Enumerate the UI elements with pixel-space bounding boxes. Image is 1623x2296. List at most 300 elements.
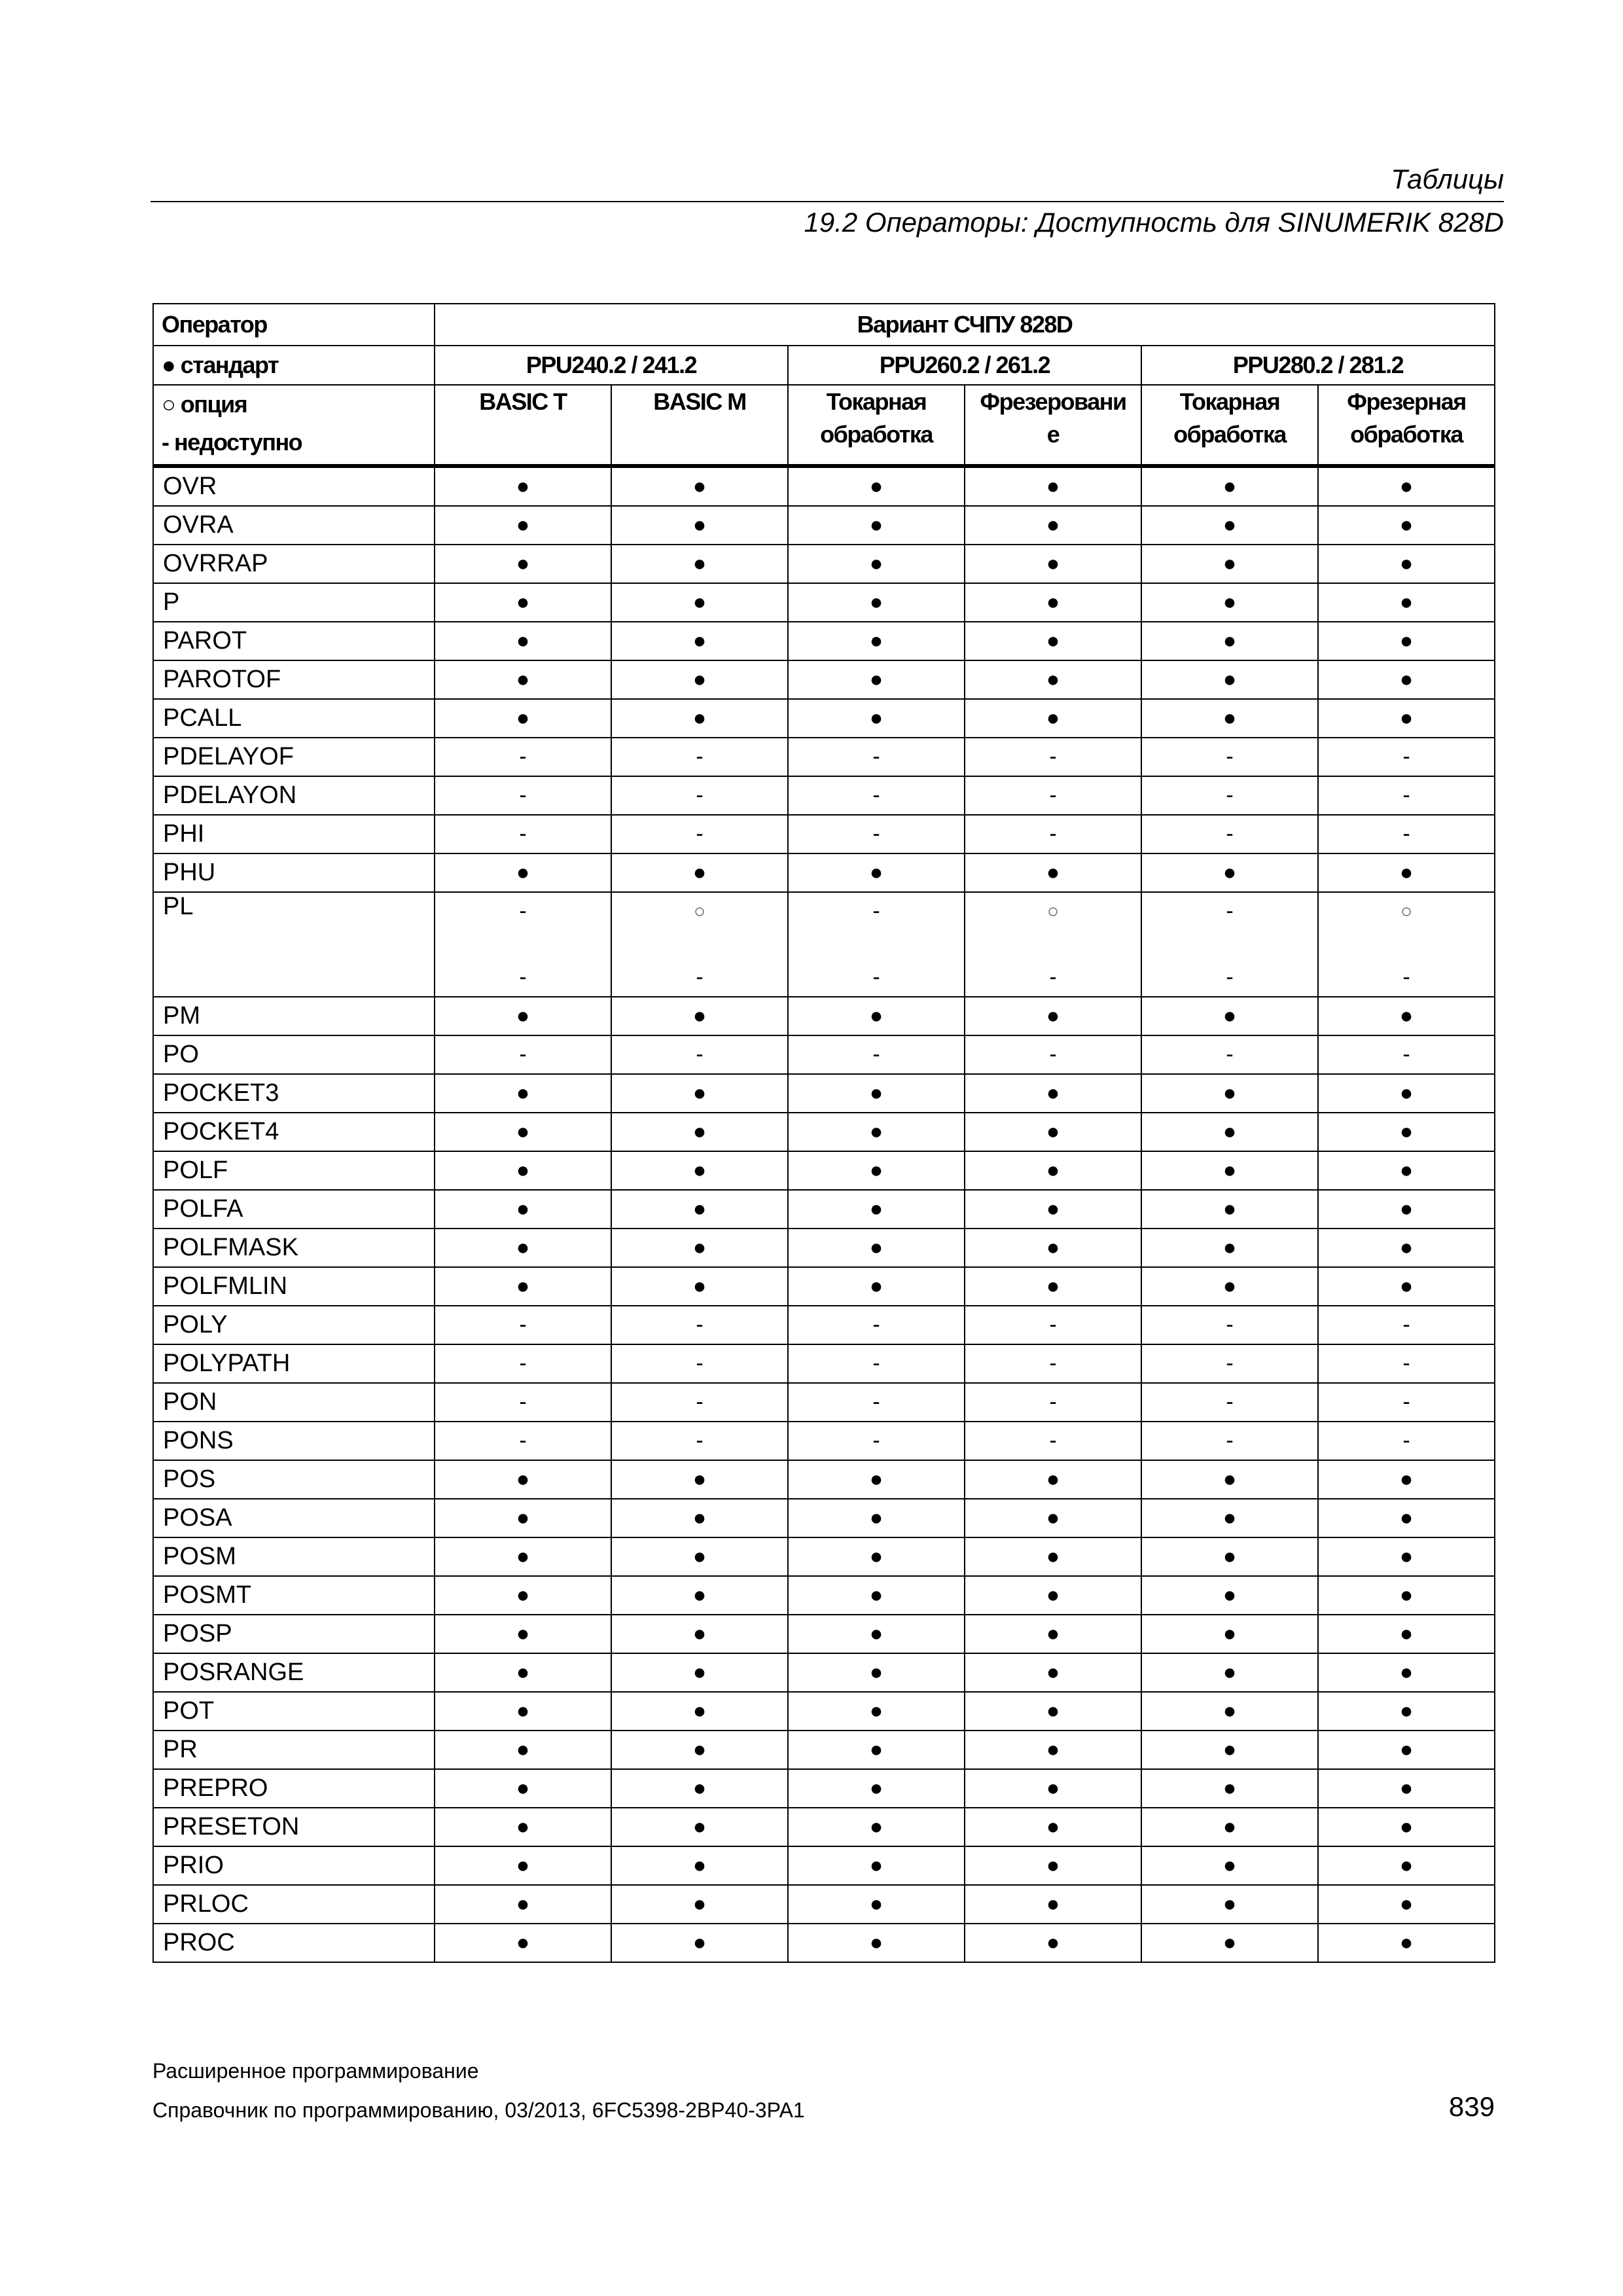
availability-cell [788, 1383, 965, 1422]
availability-cell [435, 1074, 611, 1113]
standard-mark: ● [692, 1505, 707, 1530]
standard-mark: ● [516, 1081, 530, 1105]
availability-cell [435, 1769, 611, 1808]
availability-cell [965, 1306, 1141, 1344]
availability-cell [435, 1924, 611, 1962]
availability-cell [1141, 1035, 1318, 1074]
unavailable-mark: - [696, 821, 704, 846]
availability-cell [1141, 1306, 1318, 1344]
availability-cell [1141, 1615, 1318, 1653]
availability-cell [1318, 699, 1495, 738]
availability-cell [611, 815, 788, 853]
unavailable-mark: - [1049, 821, 1057, 846]
availability-cell [1318, 1924, 1495, 1962]
unavailable-mark: - [1226, 783, 1234, 808]
availability-cell [788, 1190, 965, 1229]
table-row [153, 1460, 1495, 1499]
standard-mark: ● [1222, 1505, 1237, 1530]
availability-cell [435, 660, 611, 699]
availability-cell [1318, 1306, 1495, 1344]
unavailable-mark: - [1049, 1428, 1057, 1453]
unavailable-mark: - [872, 1428, 880, 1453]
legend-unavailable: - недоступно [162, 429, 302, 456]
standard-mark: ● [1222, 551, 1237, 576]
legend-standard: ● стандарт [153, 346, 435, 385]
table-row [153, 1615, 1495, 1653]
chapter-title: Таблицы [1391, 164, 1504, 194]
unavailable-mark: - [519, 1390, 527, 1414]
standard-mark: ● [1046, 1892, 1060, 1916]
unavailable-mark: - [1049, 783, 1057, 808]
availability-cell [965, 1267, 1141, 1306]
standard-mark: ● [1046, 1274, 1060, 1299]
availability-cell [435, 1229, 611, 1267]
table-row [153, 853, 1495, 892]
unavailable-mark: - [872, 1351, 880, 1376]
table-row [153, 545, 1495, 583]
standard-mark: ● [1222, 1235, 1237, 1260]
unavailable-mark: - [1049, 1351, 1057, 1376]
standard-mark: ● [1046, 1119, 1060, 1144]
availability-cell [435, 738, 611, 776]
standard-mark: ● [869, 512, 883, 537]
standard-mark: ● [1046, 1505, 1060, 1530]
availability-cell [1318, 1383, 1495, 1422]
standard-mark: ● [516, 1583, 530, 1607]
availability-cell [611, 622, 788, 660]
availability-cell [1318, 1113, 1495, 1151]
standard-mark: ● [516, 1621, 530, 1646]
standard-mark: ● [1399, 1505, 1414, 1530]
unavailable-mark: - [519, 1042, 527, 1067]
availability-cell [788, 1035, 965, 1074]
availability-cell [1141, 506, 1318, 545]
unavailable-mark: - [519, 821, 527, 846]
operator-name: OVR [153, 466, 435, 506]
standard-mark: ● [1399, 474, 1414, 499]
standard-mark: ● [1399, 1003, 1414, 1028]
availability-cell [788, 622, 965, 660]
availability-cell [1141, 1344, 1318, 1383]
table-row [153, 1537, 1495, 1576]
availability-cell [1141, 815, 1318, 853]
operator-name: PREPRO [153, 1769, 435, 1808]
availability-cell [1141, 1769, 1318, 1808]
standard-mark: ● [869, 1892, 883, 1916]
availability-cell [788, 1808, 965, 1846]
availability-cell [1318, 1769, 1495, 1808]
standard-mark: ● [1399, 1583, 1414, 1607]
availability-cell [965, 853, 1141, 892]
operator-name: PL [153, 892, 435, 997]
availability-cell [435, 466, 611, 506]
header-variant: Вариант СЧПУ 828D [435, 304, 1495, 346]
availability-cell [611, 1537, 788, 1576]
availability-cell [1141, 1422, 1318, 1460]
unavailable-mark: - [872, 1042, 880, 1067]
availability-cell [1141, 1113, 1318, 1151]
availability-cell [1141, 892, 1318, 997]
availability-cell [1141, 1846, 1318, 1885]
standard-mark: ● [1046, 1698, 1060, 1723]
standard-mark: ● [869, 1158, 883, 1183]
availability-cell [1318, 466, 1495, 506]
availability-cell [1318, 506, 1495, 545]
standard-mark: ● [516, 706, 530, 730]
availability-cell [435, 1422, 611, 1460]
standard-mark: ● [869, 1930, 883, 1955]
standard-mark: ● [1222, 1583, 1237, 1607]
availability-cell [435, 1035, 611, 1074]
option-mark: ○ [693, 901, 706, 922]
table-row [153, 1190, 1495, 1229]
standard-mark: ● [692, 512, 707, 537]
availability-cell [1318, 1576, 1495, 1615]
availability-cell [788, 1151, 965, 1190]
availability-cell [611, 776, 788, 815]
availability-cell [965, 1924, 1141, 1962]
availability-cell [1318, 1885, 1495, 1924]
availability-cell [965, 660, 1141, 699]
standard-mark: ● [1399, 706, 1414, 730]
table-row [153, 622, 1495, 660]
availability-cell [611, 699, 788, 738]
availability-cell [1318, 622, 1495, 660]
table-row [153, 1653, 1495, 1692]
unavailable-mark: - [1049, 1390, 1057, 1414]
standard-mark: ● [1046, 1467, 1060, 1492]
availability-cell [965, 583, 1141, 622]
availability-cell [965, 1151, 1141, 1190]
operator-name: PCALL [153, 699, 435, 738]
unavailable-mark: - [1402, 744, 1410, 769]
standard-mark: ● [1046, 1776, 1060, 1801]
standard-mark: ● [1399, 1892, 1414, 1916]
operator-name: POLYPATH [153, 1344, 435, 1383]
standard-mark: ● [516, 1196, 530, 1221]
standard-mark: ● [692, 1621, 707, 1646]
standard-mark: ● [1222, 1158, 1237, 1183]
standard-mark: ● [1046, 1081, 1060, 1105]
operator-name: PRESETON [153, 1808, 435, 1846]
availability-cell [1141, 583, 1318, 622]
standard-mark: ● [1046, 1737, 1060, 1762]
availability-cell [965, 1113, 1141, 1151]
standard-mark: ● [516, 1853, 530, 1878]
standard-mark: ● [1222, 590, 1237, 615]
availability-cell [788, 1692, 965, 1731]
standard-mark: ● [692, 1158, 707, 1183]
table-row [153, 1731, 1495, 1769]
standard-mark: ● [1046, 1621, 1060, 1646]
availability-cell [788, 1229, 965, 1267]
standard-mark: ● [1046, 512, 1060, 537]
availability-cell [1318, 1074, 1495, 1113]
standard-mark: ● [1399, 1081, 1414, 1105]
table-row [153, 1769, 1495, 1808]
availability-cell [788, 1653, 965, 1692]
availability-cell [435, 622, 611, 660]
table-row [153, 660, 1495, 699]
standard-mark: ● [1046, 1853, 1060, 1878]
unavailable-mark: - [1049, 965, 1057, 990]
availability-cell [435, 1113, 611, 1151]
availability-cell [788, 1074, 965, 1113]
availability-cell [1318, 1460, 1495, 1499]
availability-cell [788, 1113, 965, 1151]
table-row [153, 1113, 1495, 1151]
availability-cell [611, 1190, 788, 1229]
operator-name: PONS [153, 1422, 435, 1460]
standard-mark: ● [1222, 706, 1237, 730]
standard-mark: ● [1046, 1003, 1060, 1028]
standard-mark: ● [692, 628, 707, 653]
unavailable-mark: - [872, 783, 880, 808]
unavailable-mark: - [1226, 965, 1234, 990]
availability-cell [611, 660, 788, 699]
standard-mark: ● [1046, 551, 1060, 576]
table-row [153, 1151, 1495, 1190]
operator-name: POT [153, 1692, 435, 1731]
unavailable-mark: - [1226, 1042, 1234, 1067]
standard-mark: ● [1046, 1583, 1060, 1607]
standard-mark: ● [692, 706, 707, 730]
operator-name: POCKET4 [153, 1113, 435, 1151]
availability-cell [611, 1151, 788, 1190]
standard-mark: ● [692, 1119, 707, 1144]
availability-cell [611, 1422, 788, 1460]
operator-name: POSMT [153, 1576, 435, 1615]
availability-cell [1318, 1422, 1495, 1460]
standard-mark: ● [1399, 1467, 1414, 1492]
header-subcol-line1: BASIC T [479, 388, 567, 415]
unavailable-mark: - [1226, 744, 1234, 769]
unavailable-mark: - [1049, 1042, 1057, 1067]
section-title: 19.2 Операторы: Доступность для SINUMERIK 828D [804, 207, 1504, 238]
availability-cell [788, 1885, 965, 1924]
availability-cell [435, 699, 611, 738]
header-subcol-line1: Токарная [1179, 388, 1280, 415]
availability-cell [611, 1769, 788, 1808]
table-row [153, 1846, 1495, 1885]
availability-cell [1141, 1460, 1318, 1499]
standard-mark: ● [1222, 1274, 1237, 1299]
standard-mark: ● [1399, 1698, 1414, 1723]
unavailable-mark: - [519, 783, 527, 808]
availability-cell [965, 1344, 1141, 1383]
availability-cell [1318, 1035, 1495, 1074]
standard-mark: ● [869, 1621, 883, 1646]
availability-cell [965, 1190, 1141, 1229]
standard-mark: ● [1046, 1544, 1060, 1569]
availability-cell [611, 506, 788, 545]
availability-cell [788, 1924, 965, 1962]
operator-name: PON [153, 1383, 435, 1422]
availability-cell [611, 1846, 788, 1885]
availability-cell [788, 1344, 965, 1383]
availability-cell [965, 1615, 1141, 1653]
standard-mark: ● [869, 628, 883, 653]
standard-mark: ● [869, 590, 883, 615]
availability-cell [1318, 997, 1495, 1035]
availability-cell [435, 1576, 611, 1615]
availability-cell [1141, 1190, 1318, 1229]
table-row [153, 699, 1495, 738]
standard-mark: ● [516, 1158, 530, 1183]
availability-cell [1141, 1537, 1318, 1576]
table-row [153, 892, 1495, 997]
standard-mark: ● [1046, 1814, 1060, 1839]
standard-mark: ● [869, 1505, 883, 1530]
availability-cell [1318, 1151, 1495, 1190]
unavailable-mark: - [1402, 965, 1410, 990]
availability-cell [1318, 853, 1495, 892]
availability-cell [435, 1499, 611, 1537]
availability-cell [965, 1731, 1141, 1769]
standard-mark: ● [869, 1274, 883, 1299]
availability-cell [611, 853, 788, 892]
availability-cell [1318, 1267, 1495, 1306]
standard-mark: ● [516, 1003, 530, 1028]
availability-cell [788, 815, 965, 853]
availability-cell [965, 997, 1141, 1035]
availability-cell [435, 506, 611, 545]
operator-name: POLFMASK [153, 1229, 435, 1267]
standard-mark: ● [1399, 667, 1414, 692]
unavailable-mark: - [872, 899, 880, 924]
availability-cell [1141, 997, 1318, 1035]
availability-cell [611, 1074, 788, 1113]
standard-mark: ● [516, 474, 530, 499]
availability-cell [611, 1113, 788, 1151]
availability-cell [1141, 1692, 1318, 1731]
standard-mark: ● [692, 1583, 707, 1607]
unavailable-mark: - [1402, 1428, 1410, 1453]
unavailable-mark: - [519, 1312, 527, 1337]
standard-mark: ● [1046, 667, 1060, 692]
standard-mark: ● [869, 551, 883, 576]
standard-mark: ● [692, 1776, 707, 1801]
standard-mark: ● [516, 1892, 530, 1916]
unavailable-mark: - [519, 965, 527, 990]
unavailable-mark: - [1226, 1390, 1234, 1414]
availability-cell [435, 1306, 611, 1344]
availability-cell [1318, 815, 1495, 853]
table-row [153, 1383, 1495, 1422]
standard-mark: ● [869, 1467, 883, 1492]
availability-cell [965, 545, 1141, 583]
header-subcol [1141, 385, 1318, 466]
standard-mark: ● [1046, 1196, 1060, 1221]
standard-mark: ● [1046, 1235, 1060, 1260]
availability-cell [1318, 1615, 1495, 1653]
option-mark: ○ [1400, 901, 1413, 922]
unavailable-mark: - [1226, 1351, 1234, 1376]
standard-mark: ● [516, 860, 530, 885]
availability-cell [611, 1692, 788, 1731]
operator-name: P [153, 583, 435, 622]
availability-cell [1141, 1885, 1318, 1924]
standard-mark: ● [1222, 1776, 1237, 1801]
standard-mark: ● [1399, 860, 1414, 885]
availability-cell [965, 622, 1141, 660]
header-subcol-line2: обработка [820, 421, 933, 448]
standard-mark: ● [1399, 1196, 1414, 1221]
availability-cell [788, 1422, 965, 1460]
standard-mark: ● [1399, 512, 1414, 537]
operator-name: PR [153, 1731, 435, 1769]
standard-mark: ● [516, 1235, 530, 1260]
availability-cell [1141, 1229, 1318, 1267]
availability-cell [788, 466, 965, 506]
standard-mark: ● [1222, 1119, 1237, 1144]
operator-name: PHU [153, 853, 435, 892]
standard-mark: ● [1046, 860, 1060, 885]
legend-cell [153, 385, 435, 466]
availability-cell [788, 1267, 965, 1306]
availability-cell [435, 815, 611, 853]
availability-cell [965, 1576, 1141, 1615]
availability-cell [1141, 1576, 1318, 1615]
header-subcol-line1: Фрезерная [1347, 388, 1466, 415]
unavailable-mark: - [1402, 1042, 1410, 1067]
availability-cell [1318, 776, 1495, 815]
standard-mark: ● [692, 1081, 707, 1105]
availability-cell [788, 1846, 965, 1885]
operator-name: PAROTOF [153, 660, 435, 699]
standard-mark: ● [516, 1544, 530, 1569]
availability-cell [1141, 776, 1318, 815]
availability-cell [1318, 660, 1495, 699]
header-subcol [788, 385, 965, 466]
availability-cell [965, 1769, 1141, 1808]
availability-cell [1141, 738, 1318, 776]
operator-name: POSP [153, 1615, 435, 1653]
availability-cell [965, 815, 1141, 853]
availability-cell [611, 583, 788, 622]
standard-mark: ● [516, 1698, 530, 1723]
standard-mark: ● [1399, 1544, 1414, 1569]
standard-mark: ● [1222, 1081, 1237, 1105]
standard-mark: ● [1222, 1814, 1237, 1839]
standard-mark: ● [1399, 1776, 1414, 1801]
availability-cell [965, 466, 1141, 506]
availability-cell [611, 1731, 788, 1769]
unavailable-mark: - [872, 1390, 880, 1414]
standard-mark: ● [692, 860, 707, 885]
availability-cell [788, 738, 965, 776]
table-row [153, 1035, 1495, 1074]
availability-cell [965, 1422, 1141, 1460]
unavailable-mark: - [696, 744, 704, 769]
availability-cell [965, 1808, 1141, 1846]
availability-cell [788, 1769, 965, 1808]
standard-mark: ● [1046, 706, 1060, 730]
operator-name: PRIO [153, 1846, 435, 1885]
availability-cell [1141, 1267, 1318, 1306]
standard-mark: ● [869, 1776, 883, 1801]
availability-cell [435, 1267, 611, 1306]
operator-name: PM [153, 997, 435, 1035]
unavailable-mark: - [1226, 1428, 1234, 1453]
standard-mark: ● [1046, 1158, 1060, 1183]
table-row [153, 776, 1495, 815]
availability-cell [435, 1151, 611, 1190]
standard-mark: ● [692, 1274, 707, 1299]
availability-cell [611, 1924, 788, 1962]
availability-cell [1318, 738, 1495, 776]
availability-cell [1141, 1731, 1318, 1769]
